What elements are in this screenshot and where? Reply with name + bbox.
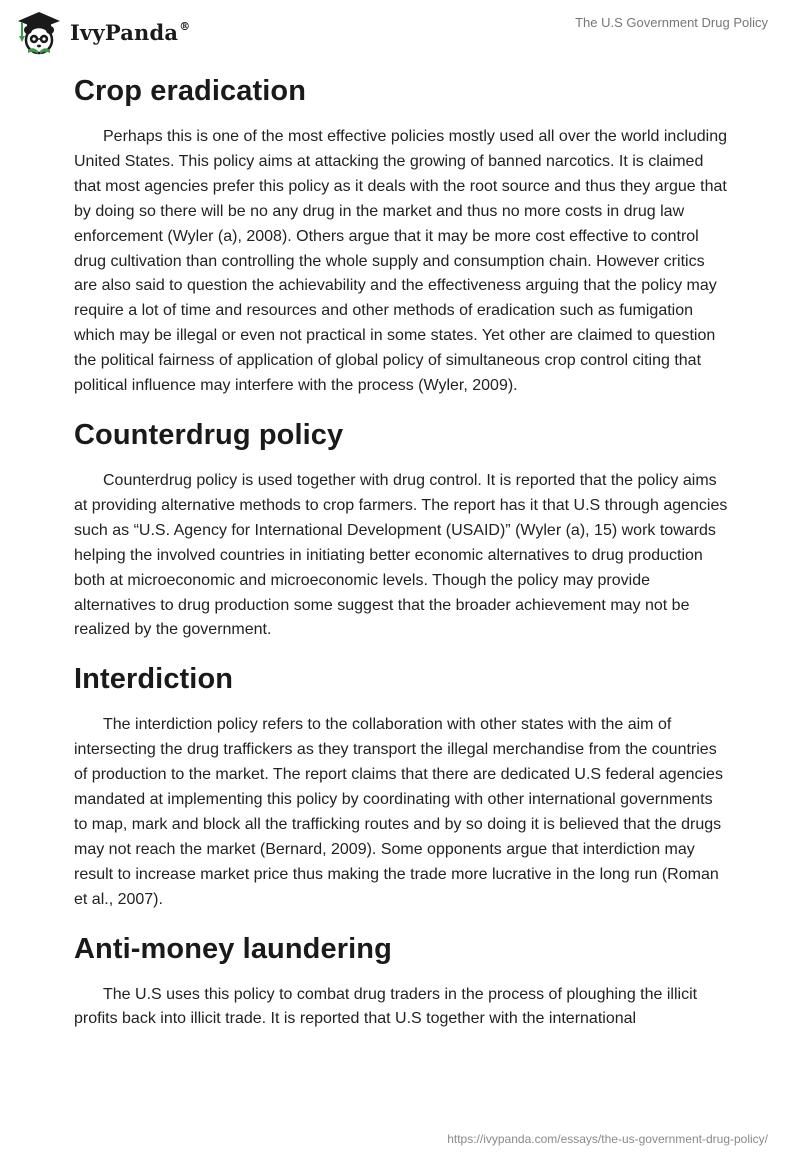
document-title: The U.S Government Drug Policy	[575, 15, 768, 30]
brand-logo[interactable]	[14, 10, 190, 56]
section-paragraph: The interdiction policy refers to the collaboration with other states with the aim of intersecting the drug traffickers as they transport the illegal merchandise from the countries of production to the market. The report claims that there are dedicated U.S federal agencies mandated at implementing this policy by coordinating with other international governments to map, mark and block all the trafficking routes and by so doing it is believed that the drugs may not reach the market (Bernard, 2009). Some opponents argue that interdiction may result to increase market price thus making the trade more lucrative in the long run (Roman et al., 2007).	[74, 716, 723, 908]
section-anti-money-laundering	[74, 930, 730, 1033]
panda-graduate-logo-icon	[14, 10, 64, 56]
section-heading: Counterdrug policy	[74, 418, 344, 451]
section-heading: Interdiction	[74, 663, 234, 696]
section-interdiction	[74, 660, 730, 912]
essay-body	[74, 72, 730, 1049]
section-crop-eradication	[74, 72, 730, 399]
page-header	[0, 0, 800, 60]
source-url-link[interactable]: https://ivypanda.com/essays/the-us-government-drug-policy/	[447, 1132, 768, 1146]
section-paragraph: Perhaps this is one of the most effective policies mostly used all over the world including United States. This policy aims at attacking the growing of banned narcotics. It is claimed that most agencies prefer this policy as it deals with the root source and thus they argue that by doing so there will be no any drug in the market and thus no more costs in drug law enforcement (Wyler (a), 2008). Others argue that it may be more cost effective to control drug cultivation than controlling the whole supply and consumption chain. However critics are also said to question the achievability and the effectiveness arguing that the policy may require a lot of time and resources and other methods of eradication such as fumigation which may be illegal or even not practical in some states. Yet other are claimed to question the political fairness of application of global policy of simultaneous crop control citing that political influence may interfere with the process (Wyler, 2009).	[74, 128, 728, 395]
section-heading: Anti-money laundering	[74, 932, 392, 965]
brand-name: IvyPanda®	[70, 19, 191, 45]
section-heading: Crop eradication	[74, 75, 307, 107]
section-paragraph: Counterdrug policy is used together with drug control. It is reported that the policy aims at providing alternative methods to crop farmers. The report has it that U.S through agencies such as “U.S. Agency for International Development (USAID)” (Wyler (a), 15) work towards helping the involved countries in initiating better economic alternatives to drug production both at microeconomic and microeconomic levels. Though the policy may provide alternatives to drug production some suggest that the broader achievement may not be realized by the government.	[74, 471, 728, 639]
section-counterdrug-policy	[74, 416, 730, 643]
section-paragraph: The U.S uses this policy to combat drug traders in the process of ploughing the illicit profits back into illicit trade. It is reported that U.S together with the international	[74, 985, 698, 1028]
